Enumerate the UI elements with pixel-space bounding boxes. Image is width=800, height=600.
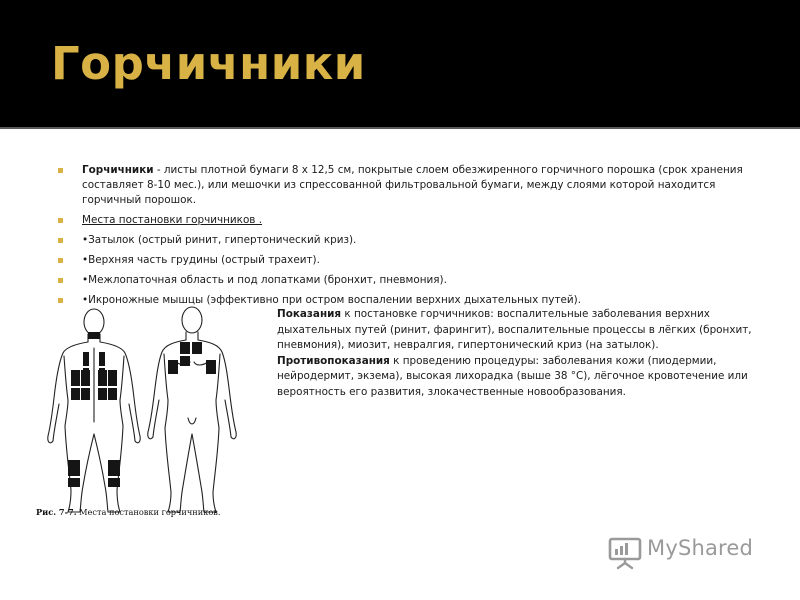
title-divider <box>0 127 800 129</box>
indications-paragraph <box>277 307 767 354</box>
watermark-text: MyShared <box>647 536 754 560</box>
bullet-marker-icon <box>58 218 63 223</box>
bullet-text: •Межлопаточная область и под лопатками (бронхит, пневмония). <box>82 274 447 286</box>
figure-caption <box>36 507 266 517</box>
bullet-text: - листы плотной бумаги 8 х 12,5 см, покрытые слоем обезжиренного горчичного порошка (срок хранения составляет 8-10 мес.), или мешочки из спрессованной фильтровальной бумаги, между слоями которой находится горчичный порошок. <box>82 164 743 206</box>
bullet-item <box>58 253 748 268</box>
indications-block <box>277 307 767 401</box>
bullet-marker-icon <box>58 238 63 243</box>
bullet-list <box>58 163 748 313</box>
bullet-item <box>58 163 748 208</box>
bullet-marker-icon <box>58 168 63 173</box>
bullet-term: Горчичники <box>82 164 154 176</box>
contraindications-text: к проведению процедуры: заболевания кожи (пиодермии, нейродермит, экзема), высокая лихорадка (выше 38 °С), лёгочное кровотечение или вероятность его развития, злокачественные новообразования. <box>277 354 748 398</box>
back-view-figure <box>48 309 140 512</box>
contraindications-paragraph <box>277 354 767 401</box>
bullet-marker-icon <box>58 278 63 283</box>
bullet-text: Места постановки горчичников . <box>82 214 263 226</box>
bullet-item <box>58 233 748 248</box>
figure-caption-text: Места постановки горчичников. <box>76 507 221 517</box>
front-view-figure <box>148 307 236 512</box>
mustard-plaster-diagram <box>34 300 256 520</box>
bullet-text: •Верхняя часть грудины (острый трахеит). <box>82 254 320 266</box>
contraindications-label: Противопоказания <box>277 354 390 367</box>
bullet-item <box>58 213 748 228</box>
bullet-marker-icon <box>58 258 63 263</box>
figure-number: Рис. 7-7. <box>36 507 77 517</box>
myshared-watermark <box>607 535 777 575</box>
bullet-item <box>58 273 748 288</box>
indications-text: к постановке горчичников: воспалительные заболевания верхних дыхательных путей (ринит, фарингит), воспалительные процессы в лёгких (бронхит, пневмония), миозит, невралгия, гипертонический криз (на затылок). <box>277 308 752 352</box>
slide-title: Горчичники <box>51 37 366 90</box>
front-plasters <box>168 342 216 374</box>
human-figures-illustration <box>34 300 256 520</box>
indications-label: Показания <box>277 308 342 320</box>
bullet-text: •Икроножные мышцы (эффективно при остром воспалении верхних дыхательных путей). <box>82 294 582 306</box>
bullet-text: •Затылок (острый ринит, гипертонический криз). <box>82 234 357 246</box>
presentation-board-icon <box>607 535 643 571</box>
